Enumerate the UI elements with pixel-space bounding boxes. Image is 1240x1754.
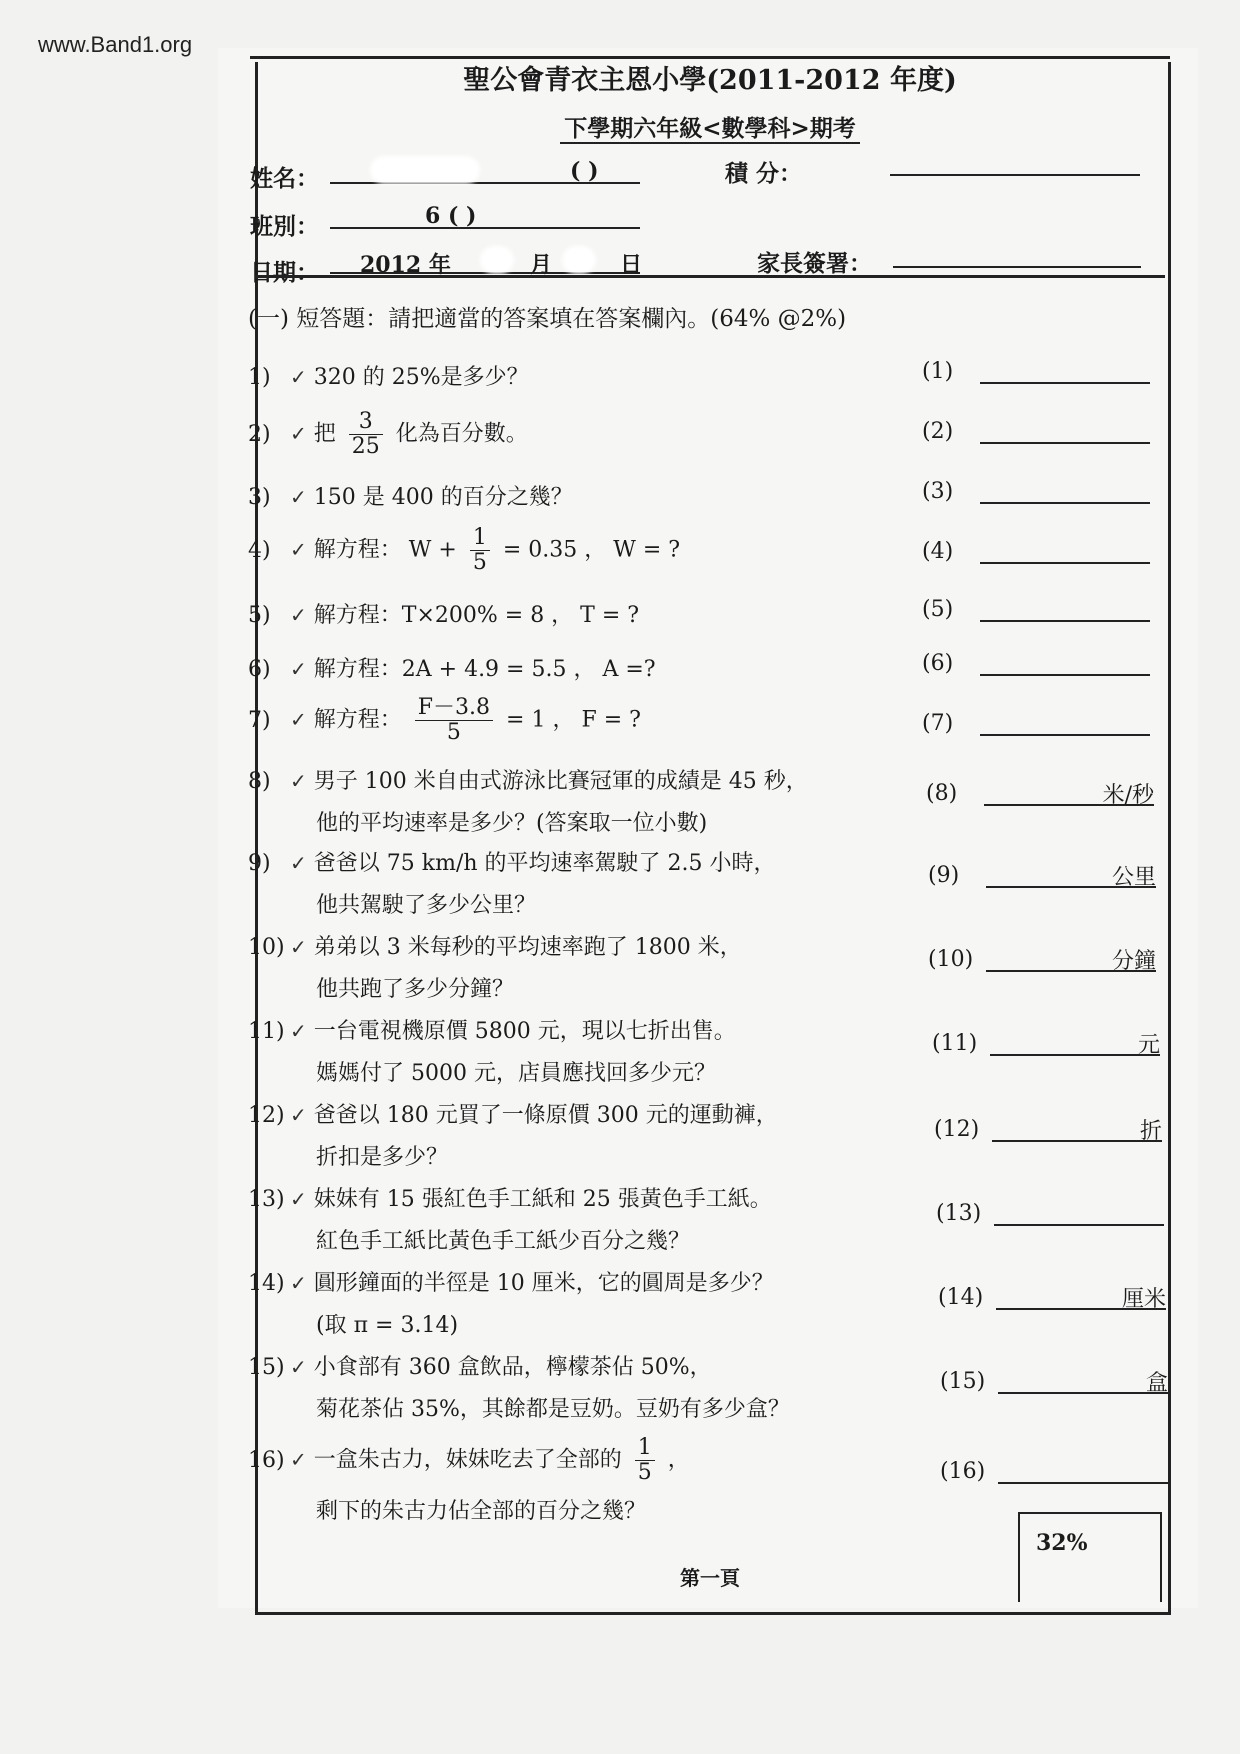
answer-8[interactable]: (8) 米/秒 (926, 778, 1154, 806)
tick-icon: ✓ (290, 1447, 307, 1472)
fraction: $\frac{1}{5}$ (635, 1436, 655, 1485)
answer-4[interactable]: (4) (922, 536, 1150, 564)
tick-icon: ✓ (290, 1103, 307, 1127)
question-1: 1) ✓ 320 的 25%是多少？ (248, 365, 529, 390)
answer-5[interactable]: (5) (922, 594, 1150, 622)
question-11: 11) ✓ 一台電視機原價 5800 元，現以七折出售。 媽媽付了 5000 元，店員應找回多少元？ (248, 1019, 736, 1086)
answer-9[interactable]: (9) 公里 (928, 860, 1156, 888)
score-label: 積 分： (725, 160, 803, 187)
score-field[interactable] (890, 152, 1140, 176)
exam-subtitle (255, 110, 1165, 143)
redacted-day (562, 246, 596, 274)
name-label: 姓名： (250, 165, 319, 192)
section-score-value: 32% (1036, 1530, 1088, 1556)
answer-2[interactable]: (2) (922, 416, 1150, 444)
question-16: 16) ✓ 一盒朱古力，妹妹吃去了全部的 $\frac{1}{5}$ ， 剩下的朱古力佔全部的百分之幾？ (248, 1435, 690, 1524)
header-separator (255, 275, 1165, 278)
answer-1[interactable]: (1) (922, 356, 1150, 384)
fraction: $\frac{1}{5}$ (470, 526, 490, 575)
section-title: (一) 短答題：請把適當的答案填在答案欄內。(64% @2%) (248, 306, 847, 332)
class-label: 班別： (250, 213, 319, 240)
redacted-month (480, 246, 514, 274)
question-8: 8) ✓ 男子 100 米自由式游泳比賽冠軍的成績是 45 秒， 他的平均速率是多少？(答案取一位小數) (248, 769, 808, 836)
fraction: $\frac{3}{25}$ (349, 410, 383, 459)
question-4: 4) ✓ 解方程： W + $\frac{1}{5}$ = 0.35 ， W = ? (248, 525, 681, 575)
date-field[interactable] (330, 250, 643, 278)
date-month: 月 (530, 252, 553, 278)
exam-subtitle-text: 下學期六年級<數學科>期考 (560, 115, 860, 144)
answer-6[interactable]: (6) (922, 648, 1150, 676)
name-field[interactable] (330, 160, 640, 184)
school-title: 聖公會青衣主恩小學(2011-2012 年度) (463, 65, 957, 96)
date-label: 日期： (250, 259, 319, 286)
answer-13[interactable]: (13) (936, 1198, 1164, 1226)
redacted-name (370, 156, 480, 184)
class-value: 6 ( ) (425, 203, 477, 229)
question-9: 9) ✓ 爸爸以 75 km/h 的平均速率駕駛了 2.5 小時， 他共駕駛了多少公里？ (248, 851, 776, 918)
tick-icon: ✓ (290, 1355, 307, 1379)
class-field[interactable] (330, 205, 640, 229)
answer-7[interactable]: (7) (922, 708, 1150, 736)
answer-15[interactable]: (15) 盒 (940, 1366, 1168, 1394)
question-14: 14) ✓ 圓形鐘面的半徑是 10 厘米，它的圓周是多少？ (取 π = 3.14) (248, 1271, 774, 1338)
question-7: 7) ✓ 解方程： $\frac{F-3.8}{5}$ = 1 ， F = ? (248, 695, 641, 745)
date-year: 2012 年 (360, 252, 451, 278)
tick-icon: ✓ (290, 421, 307, 446)
tick-icon: ✓ (290, 769, 307, 793)
tick-icon: ✓ (290, 603, 307, 627)
tick-icon: ✓ (290, 1187, 307, 1211)
tick-icon: ✓ (290, 485, 307, 509)
answer-12[interactable]: (12) 折 (934, 1114, 1162, 1142)
page-number: 第一頁 (680, 1566, 740, 1590)
answer-14[interactable]: (14) 厘米 (938, 1282, 1166, 1310)
answer-16[interactable]: (16) (940, 1456, 1168, 1484)
tick-icon: ✓ (290, 537, 307, 562)
site-watermark: www.Band1.org (38, 32, 193, 57)
date-day: 日 (620, 252, 643, 278)
parent-signature-label: 家長簽署： (757, 250, 872, 277)
fraction: $\frac{F-3.8}{5}$ (415, 696, 493, 745)
tick-icon: ✓ (290, 657, 307, 681)
question-3: 3) ✓ 150 是 400 的百分之幾？ (248, 485, 573, 510)
class-number-paren: ( ) (570, 158, 599, 184)
answer-3[interactable]: (3) (922, 476, 1150, 504)
answer-11[interactable]: (11) 元 (932, 1028, 1160, 1056)
question-6: 6) ✓ 解方程：2A + 4.9 = 5.5 ， A =? (248, 657, 656, 682)
tick-icon: ✓ (290, 365, 307, 389)
question-10: 10) ✓ 弟弟以 3 米每秒的平均速率跑了 1800 米， 他共跑了多少分鐘？ (248, 935, 742, 1002)
question-12: 12) ✓ 爸爸以 180 元買了一條原價 300 元的運動褲， 折扣是多少？ (248, 1103, 778, 1170)
tick-icon: ✓ (290, 1019, 307, 1043)
question-2: 2) ✓ 把 $\frac{3}{25}$ 化為百分數。 (248, 409, 528, 459)
parent-signature-field[interactable] (893, 244, 1141, 268)
tick-icon: ✓ (290, 707, 307, 732)
answer-10[interactable]: (10) 分鐘 (928, 944, 1156, 972)
question-5: 5) ✓ 解方程：T×200% = 8 ， T = ? (248, 603, 640, 628)
tick-icon: ✓ (290, 851, 307, 875)
question-13: 13) ✓ 妹妹有 15 張紅色手工紙和 25 張黃色手工紙。 紅色手工紙比黃色手工紙少百分之幾？ (248, 1187, 772, 1254)
tick-icon: ✓ (290, 1271, 307, 1295)
tick-icon: ✓ (290, 935, 307, 959)
question-15: 15) ✓ 小食部有 360 盒飲品，檸檬茶佔 50%， 菊花茶佔 35%，其餘都是豆奶。豆奶有多少盒？ (248, 1355, 790, 1422)
